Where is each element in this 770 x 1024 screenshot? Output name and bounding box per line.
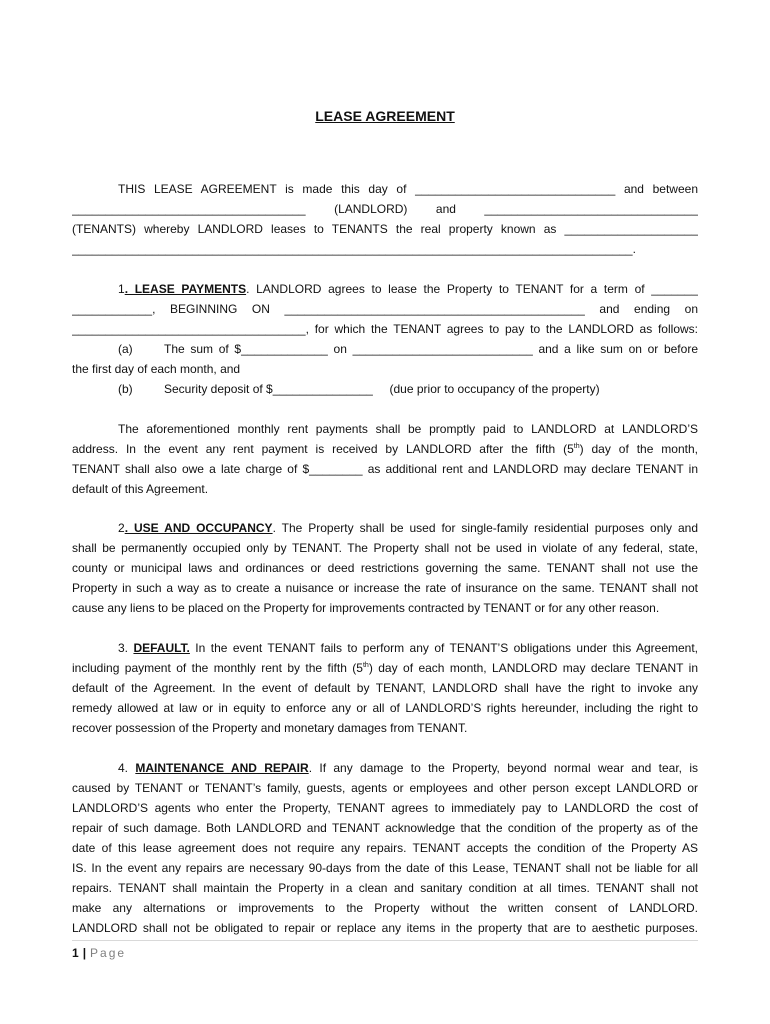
- intro-line-1: THIS LEASE AGREEMENT is made this day of ______________________________ and between: [118, 182, 698, 196]
- section2-line-1: [72, 518, 698, 538]
- section1-number: 1: [118, 282, 125, 296]
- intro-line-4: ____________________________________________________________________________________.: [72, 242, 636, 256]
- item-a-continued: the first day of each month, and: [72, 362, 241, 376]
- section4-line-2: caused by TENANT or TENANT’s family, guests, agents or employees and other person except LANDLORD or: [72, 781, 698, 795]
- section3-line-2b: ) day of each month, LANDLORD may declare TENANT in: [368, 661, 698, 675]
- section1-heading: . LEASE PAYMENTS: [124, 282, 247, 296]
- section3-line-3: default of the Agreement. In the event of default by TENANT, LANDLORD shall have the right to invoke any: [72, 681, 698, 695]
- section4-line-5: date of this lease agreement does not require any repairs. TENANT accepts the condition of the Property AS: [72, 841, 698, 855]
- item-a-label: (a): [118, 342, 133, 356]
- page-number: 1: [72, 946, 79, 960]
- section3-line-1: [72, 638, 698, 658]
- section1-text-1: . LANDLORD agrees to lease the Property to TENANT for a term of _______: [246, 282, 698, 296]
- section2-number: 2: [118, 521, 125, 535]
- rent-line-2: [72, 439, 698, 459]
- document-title: LEASE AGREEMENT: [315, 108, 455, 124]
- section4-line-3: LANDLORD’S agents who enter the Property, TENANT agrees to immediately pay to LANDLORD the cost of: [72, 801, 698, 815]
- intro-line-2: ___________________________________ (LANDLORD) and ________________________________: [72, 202, 698, 216]
- intro-line-3: (TENANTS) whereby LANDLORD leases to TENANTS the real property known as ____________________: [72, 222, 698, 236]
- section2-line-2: shall be permanently occupied only by TENANT. The Property shall not be used in violate of any federal, state,: [72, 541, 698, 555]
- section3-line-4: remedy allowed at law or in equity to enforce any or all of LANDLORD’S rights hereunder, including the right to: [72, 701, 698, 715]
- section-use-occupancy: [72, 518, 698, 618]
- section1-line-2: ____________, BEGINNING ON _____________________________________________ and ending on: [72, 302, 698, 316]
- page-footer: [72, 940, 698, 963]
- item-b-text: Security deposit of $_______________ (due prior to occupancy of the property): [164, 382, 600, 396]
- section3-heading: DEFAULT.: [133, 641, 190, 655]
- section1-item-b: [72, 379, 698, 399]
- rent-line-3: TENANT shall also owe a late charge of $________ as additional rent and LANDLORD may declare TENANT in: [72, 462, 698, 476]
- item-b-label: (b): [118, 382, 133, 396]
- rent-line-2a: address. In the event any rent payment is received by LANDLORD after the fifth (5: [72, 442, 574, 456]
- section1-line-1: [72, 279, 698, 299]
- section2-text-1: . The Property shall be used for single-family residential purposes only and: [272, 521, 698, 535]
- section3-line-2a: including payment of the monthly rent by the fifth (5: [72, 661, 363, 675]
- section4-line-8: make any alternations or improvements to the Property without the written consent of LANDLORD.: [72, 901, 698, 915]
- intro-paragraph: [72, 179, 698, 259]
- section4-line-1: [72, 758, 698, 778]
- section4-heading: MAINTENANCE AND REPAIR: [135, 761, 309, 775]
- section2-heading: . USE AND OCCUPANCY: [124, 521, 273, 535]
- section3-number: 3.: [118, 641, 134, 655]
- section4-line-6: IS. In the event any repairs are necessary 90-days from the date of this Lease, TENANT shall not be liable for all: [72, 861, 698, 875]
- section4-number: 4.: [118, 761, 136, 775]
- rent-line-1: The aforementioned monthly rent payments shall be promptly paid to LANDLORD at LANDLORD’S: [118, 422, 698, 436]
- rent-line-4: default of this Agreement.: [72, 482, 209, 496]
- rent-paragraph: [72, 419, 698, 499]
- item-a-text: The sum of $_____________ on ___________________________ and a like sum on or before: [164, 342, 698, 356]
- rent-line-2b: ) day of the month,: [579, 442, 698, 456]
- section2-line-5: cause any liens to be placed on the Property for improvements contracted by TENANT or for any other reason.: [72, 601, 660, 615]
- section2-line-4: Property in such a way as to create a nuisance or increase the rate of insurance on the same. TENANT shall not: [72, 581, 698, 595]
- rent-line-2-sup: th: [573, 443, 580, 450]
- page-label: Page: [90, 946, 127, 960]
- section4-line-7: repairs. TENANT shall maintain the Property in a clean and sanitary condition at all times. TENANT shall not: [72, 881, 698, 895]
- section-default: [72, 638, 698, 738]
- section3-line-5: recover possession of the Property and monetary damages from TENANT.: [72, 721, 468, 735]
- section2-line-3: county or municipal laws and ordinances or deed restrictions governing the same. TENANT shall not use the: [72, 561, 698, 575]
- section4-line-4: repair of such damage. Both LANDLORD and TENANT acknowledge that the condition of the property as of the: [72, 821, 698, 835]
- section-lease-payments: [72, 279, 698, 399]
- section-maintenance-repair: [72, 758, 698, 938]
- section3-text-1: In the event TENANT fails to perform any of TENANT’S obligations under this Agreement,: [189, 641, 698, 655]
- section1-line-3: ___________________________________, for which the TENANT agrees to pay to the LANDLORD as follows:: [72, 322, 698, 336]
- section1-item-a: [72, 339, 698, 359]
- section4-line-9: LANDLORD shall not be obligated to repair or replace any items in the property that are to aesthetic purposes.: [72, 921, 698, 935]
- section3-line-2: [72, 658, 698, 678]
- section4-text-1: . If any damage to the Property, beyond normal wear and tear, is: [308, 761, 698, 775]
- section3-line-2-sup: th: [362, 662, 369, 669]
- footer-separator: |: [82, 946, 87, 960]
